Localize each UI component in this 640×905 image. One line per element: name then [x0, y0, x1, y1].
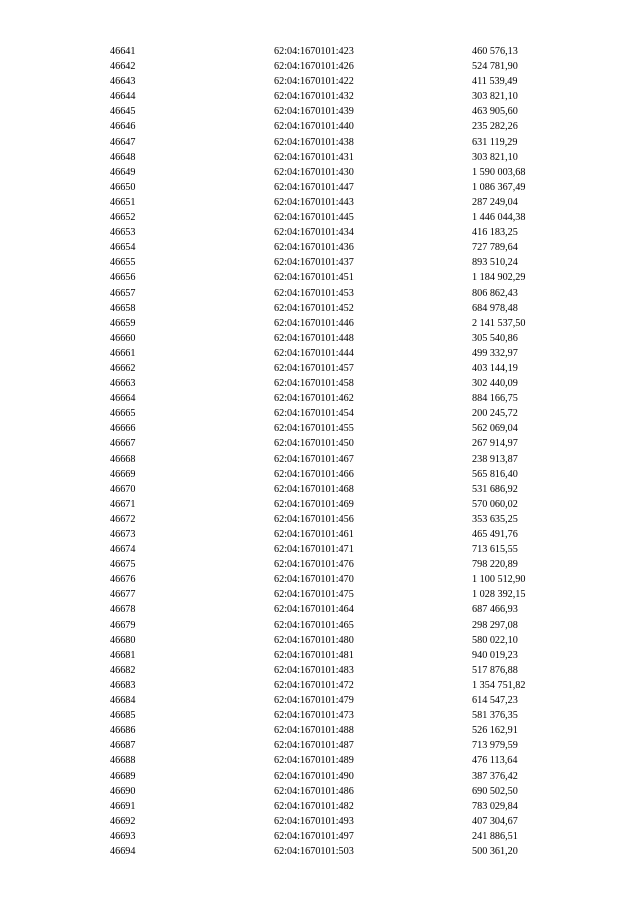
cadastral-value: 241 886,51	[472, 830, 518, 842]
cadastral-number: 62:04:1670101:437	[274, 257, 354, 269]
table-row	[0, 753, 640, 768]
cadastral-number: 62:04:1670101:454	[274, 408, 354, 420]
row-number: 46642	[110, 61, 136, 73]
table-row	[0, 497, 640, 512]
cadastral-value: 303 821,10	[472, 91, 518, 103]
row-number: 46673	[110, 529, 136, 540]
table-row	[0, 376, 640, 391]
table-row	[0, 723, 640, 738]
table-row	[0, 195, 640, 210]
table-row	[0, 467, 640, 482]
table-row	[0, 180, 640, 195]
cadastral-value: 1 446 044,38	[472, 212, 526, 224]
cadastral-number: 62:04:1670101:479	[274, 695, 354, 707]
table-row	[0, 165, 640, 180]
table-row	[0, 482, 640, 497]
table-row	[0, 391, 640, 406]
cadastral-number: 62:04:1670101:473	[274, 710, 354, 722]
cadastral-value: 687 466,93	[472, 604, 518, 616]
table-row	[0, 738, 640, 753]
cadastral-value: 562 069,04	[472, 423, 518, 435]
table-row	[0, 844, 640, 859]
cadastral-value: 940 019,23	[472, 649, 518, 661]
row-number: 46677	[110, 589, 136, 601]
row-number: 46666	[110, 423, 136, 435]
row-number: 46665	[110, 408, 136, 420]
table-row	[0, 135, 640, 150]
cadastral-value: 305 540,86	[472, 332, 518, 344]
row-number: 46645	[110, 106, 136, 118]
row-number: 46672	[110, 513, 136, 525]
cadastral-number: 62:04:1670101:488	[274, 725, 354, 737]
table-row	[0, 769, 640, 784]
cadastral-value: 465 491,76	[472, 529, 518, 540]
table-row	[0, 104, 640, 119]
table-row	[0, 270, 640, 285]
table-row	[0, 346, 640, 361]
table-row	[0, 240, 640, 255]
row-number: 46669	[110, 468, 136, 480]
row-number: 46661	[110, 347, 136, 359]
cadastral-number: 62:04:1670101:451	[274, 272, 354, 284]
cadastral-value: 200 245,72	[472, 408, 518, 420]
table-row	[0, 89, 640, 104]
cadastral-number: 62:04:1670101:489	[274, 755, 354, 767]
cadastral-value: 1 184 902,29	[472, 272, 526, 284]
cadastral-number: 62:04:1670101:475	[274, 589, 354, 601]
table-row	[0, 150, 640, 165]
cadastral-number: 62:04:1670101:445	[274, 212, 354, 224]
cadastral-value: 1 028 392,15	[472, 589, 526, 601]
table-row	[0, 316, 640, 331]
row-number: 46689	[110, 770, 136, 782]
row-number: 46662	[110, 362, 136, 374]
row-number: 46679	[110, 619, 136, 631]
cadastral-value: 524 781,90	[472, 61, 518, 73]
cadastral-number: 62:04:1670101:469	[274, 498, 354, 510]
cadastral-value: 387 376,42	[472, 770, 518, 782]
row-number: 46649	[110, 166, 136, 178]
row-number: 46655	[110, 257, 136, 269]
table-row	[0, 255, 640, 270]
row-number: 46653	[110, 227, 136, 239]
row-number: 46651	[110, 196, 136, 208]
cadastral-value: 353 635,25	[472, 513, 518, 525]
table-row	[0, 678, 640, 693]
cadastral-number: 62:04:1670101:503	[274, 845, 354, 857]
table-row	[0, 602, 640, 617]
row-number: 46650	[110, 181, 136, 193]
cadastral-number: 62:04:1670101:464	[274, 604, 354, 616]
row-number: 46664	[110, 393, 136, 405]
cadastral-number: 62:04:1670101:450	[274, 438, 354, 450]
cadastral-value: 298 297,08	[472, 619, 518, 631]
row-number: 46681	[110, 649, 136, 661]
table-row	[0, 648, 640, 663]
cadastral-number: 62:04:1670101:461	[274, 529, 354, 540]
table-row	[0, 708, 640, 723]
cadastral-value: 690 502,50	[472, 785, 518, 797]
cadastral-value: 570 060,02	[472, 498, 518, 510]
cadastral-value: 1 100 512,90	[472, 574, 526, 586]
cadastral-number: 62:04:1670101:480	[274, 634, 354, 646]
cadastral-value: 2 141 537,50	[472, 317, 526, 329]
row-number: 46690	[110, 785, 136, 797]
table-row	[0, 618, 640, 633]
table-row	[0, 421, 640, 436]
cadastral-value: 463 905,60	[472, 106, 518, 118]
table-row	[0, 829, 640, 844]
cadastral-value: 531 686,92	[472, 483, 518, 495]
cadastral-value: 684 978,48	[472, 302, 518, 314]
row-number: 46678	[110, 604, 136, 616]
row-number: 46694	[110, 845, 136, 857]
row-number: 46684	[110, 695, 136, 707]
cadastral-number: 62:04:1670101:482	[274, 800, 354, 812]
cadastral-number: 62:04:1670101:465	[274, 619, 354, 631]
table-row	[0, 587, 640, 602]
cadastral-number: 62:04:1670101:431	[274, 151, 354, 163]
cadastral-number: 62:04:1670101:456	[274, 513, 354, 525]
cadastral-number: 62:04:1670101:447	[274, 181, 354, 193]
table-row	[0, 693, 640, 708]
cadastral-number: 62:04:1670101:490	[274, 770, 354, 782]
table-row	[0, 361, 640, 376]
cadastral-number: 62:04:1670101:472	[274, 679, 354, 691]
cadastral-value: 1 590 003,68	[472, 166, 526, 178]
cadastral-number: 62:04:1670101:458	[274, 378, 354, 390]
row-number: 46671	[110, 498, 136, 510]
table-row	[0, 59, 640, 74]
cadastral-value: 407 304,67	[472, 815, 518, 827]
table-row	[0, 44, 640, 59]
cadastral-value: 565 816,40	[472, 468, 518, 480]
table-row	[0, 301, 640, 316]
row-number: 46648	[110, 151, 136, 163]
cadastral-number: 62:04:1670101:455	[274, 423, 354, 435]
cadastral-value: 303 821,10	[472, 151, 518, 163]
row-number: 46644	[110, 91, 136, 103]
cadastral-value: 476 113,64	[472, 755, 518, 767]
cadastral-number: 62:04:1670101:497	[274, 830, 354, 842]
table-row	[0, 572, 640, 587]
row-number: 46686	[110, 725, 136, 737]
cadastral-value: 526 162,91	[472, 725, 518, 737]
cadastral-value: 631 119,29	[472, 136, 518, 148]
row-number: 46643	[110, 76, 136, 88]
row-number: 46692	[110, 815, 136, 827]
cadastral-number: 62:04:1670101:483	[274, 664, 354, 676]
row-number: 46691	[110, 800, 136, 812]
row-number: 46652	[110, 212, 136, 224]
cadastral-value: 1 086 367,49	[472, 181, 526, 193]
cadastral-number: 62:04:1670101:476	[274, 559, 354, 571]
cadastral-number: 62:04:1670101:493	[274, 815, 354, 827]
cadastral-value: 267 914,97	[472, 438, 518, 450]
row-number: 46683	[110, 679, 136, 691]
cadastral-value: 287 249,04	[472, 196, 518, 208]
table-row	[0, 119, 640, 134]
cadastral-value: 1 354 751,82	[472, 679, 526, 691]
cadastral-value: 727 789,64	[472, 242, 518, 254]
cadastral-value-table	[0, 44, 640, 859]
cadastral-value: 517 876,88	[472, 664, 518, 676]
cadastral-value: 411 539,49	[472, 76, 518, 88]
cadastral-number: 62:04:1670101:423	[274, 46, 354, 57]
table-row	[0, 633, 640, 648]
table-row	[0, 784, 640, 799]
table-row	[0, 814, 640, 829]
cadastral-number: 62:04:1670101:487	[274, 740, 354, 752]
cadastral-number: 62:04:1670101:452	[274, 302, 354, 314]
cadastral-value: 884 166,75	[472, 393, 518, 405]
table-row	[0, 210, 640, 225]
cadastral-number: 62:04:1670101:468	[274, 483, 354, 495]
row-number: 46658	[110, 302, 136, 314]
cadastral-number: 62:04:1670101:426	[274, 61, 354, 73]
cadastral-number: 62:04:1670101:436	[274, 242, 354, 254]
cadastral-value: 403 144,19	[472, 362, 518, 374]
row-number: 46668	[110, 453, 136, 465]
cadastral-value: 238 913,87	[472, 453, 518, 465]
cadastral-value: 713 615,55	[472, 544, 518, 556]
cadastral-value: 416 183,25	[472, 227, 518, 239]
row-number: 46647	[110, 136, 136, 148]
row-number: 46685	[110, 710, 136, 722]
row-number: 46659	[110, 317, 136, 329]
row-number: 46676	[110, 574, 136, 586]
cadastral-value: 302 440,09	[472, 378, 518, 390]
cadastral-number: 62:04:1670101:471	[274, 544, 354, 556]
table-row	[0, 225, 640, 240]
row-number: 46670	[110, 483, 136, 495]
cadastral-number: 62:04:1670101:448	[274, 332, 354, 344]
cadastral-value: 893 510,24	[472, 257, 518, 269]
row-number: 46646	[110, 121, 136, 133]
table-row	[0, 663, 640, 678]
row-number: 46693	[110, 830, 136, 842]
cadastral-value: 783 029,84	[472, 800, 518, 812]
cadastral-value: 614 547,23	[472, 695, 518, 707]
row-number: 46656	[110, 272, 136, 284]
row-number: 46660	[110, 332, 136, 344]
row-number: 46680	[110, 634, 136, 646]
cadastral-number: 62:04:1670101:446	[274, 317, 354, 329]
table-row	[0, 542, 640, 557]
cadastral-number: 62:04:1670101:443	[274, 196, 354, 208]
table-row	[0, 557, 640, 572]
table-row	[0, 799, 640, 814]
table-row	[0, 436, 640, 451]
cadastral-number: 62:04:1670101:453	[274, 287, 354, 299]
cadastral-number: 62:04:1670101:467	[274, 453, 354, 465]
row-number: 46663	[110, 378, 136, 390]
cadastral-value: 235 282,26	[472, 121, 518, 133]
cadastral-number: 62:04:1670101:444	[274, 347, 354, 359]
cadastral-value: 713 979,59	[472, 740, 518, 752]
cadastral-number: 62:04:1670101:439	[274, 106, 354, 118]
row-number: 46674	[110, 544, 136, 556]
cadastral-number: 62:04:1670101:481	[274, 649, 354, 661]
cadastral-value: 500 361,20	[472, 845, 518, 857]
cadastral-value: 581 376,35	[472, 710, 518, 722]
table-row	[0, 331, 640, 346]
cadastral-value: 460 576,13	[472, 46, 518, 57]
cadastral-number: 62:04:1670101:486	[274, 785, 354, 797]
cadastral-value: 499 332,97	[472, 347, 518, 359]
table-row	[0, 406, 640, 421]
row-number: 46675	[110, 559, 136, 571]
cadastral-number: 62:04:1670101:430	[274, 166, 354, 178]
cadastral-number: 62:04:1670101:470	[274, 574, 354, 586]
cadastral-value: 580 022,10	[472, 634, 518, 646]
cadastral-value: 798 220,89	[472, 559, 518, 571]
cadastral-number: 62:04:1670101:434	[274, 227, 354, 239]
cadastral-number: 62:04:1670101:462	[274, 393, 354, 405]
row-number: 46687	[110, 740, 136, 752]
table-row	[0, 527, 640, 542]
cadastral-number: 62:04:1670101:457	[274, 362, 354, 374]
table-row	[0, 512, 640, 527]
row-number: 46688	[110, 755, 136, 767]
row-number: 46657	[110, 287, 136, 299]
cadastral-number: 62:04:1670101:432	[274, 91, 354, 103]
cadastral-number: 62:04:1670101:438	[274, 136, 354, 148]
cadastral-number: 62:04:1670101:422	[274, 76, 354, 88]
cadastral-number: 62:04:1670101:440	[274, 121, 354, 133]
cadastral-number: 62:04:1670101:466	[274, 468, 354, 480]
row-number: 46667	[110, 438, 136, 450]
row-number: 46682	[110, 664, 136, 676]
row-number: 46654	[110, 242, 136, 254]
table-row	[0, 452, 640, 467]
row-number: 46641	[110, 46, 136, 57]
table-row	[0, 286, 640, 301]
cadastral-value: 806 862,43	[472, 287, 518, 299]
table-row	[0, 74, 640, 89]
